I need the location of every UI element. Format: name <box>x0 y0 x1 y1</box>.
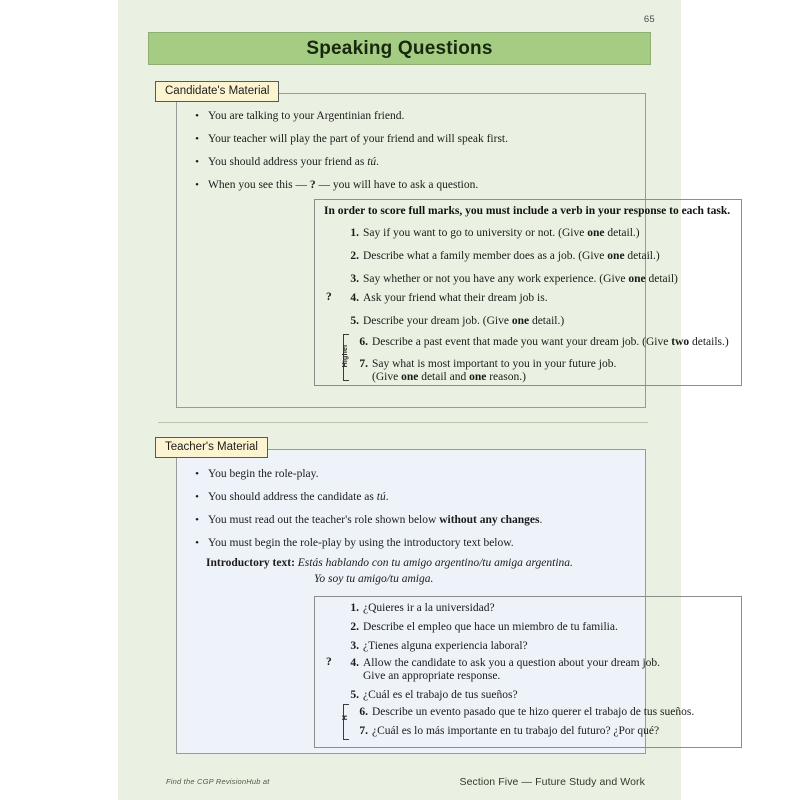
candidate-material-tab <box>155 81 279 102</box>
teacher-higher-bracket <box>343 704 349 740</box>
candidate-task-5-number: 5. <box>350 315 359 327</box>
candidate-task-1-text: Say if you want to go to university or not. (Give one detail.) <box>363 227 640 239</box>
candidate-task-6-text: Describe a past event that made you want your dream job. (Give two details.) <box>372 336 729 348</box>
teacher-material-tab-label: Teacher's Material <box>165 441 258 453</box>
bullet-icon: • <box>195 133 199 145</box>
introductory-text-block <box>206 556 636 587</box>
teacher-task-6-number: 6. <box>359 706 368 718</box>
teacher-task-6-text: Describe un evento pasado que te hizo querer el trabajo de tus sueños. <box>372 706 695 718</box>
page-title: Speaking Questions <box>306 37 493 59</box>
teacher-task-1-number: 1. <box>350 602 359 614</box>
teacher-task-2-text: Describe el empleo que hace un miembro de tu familia. <box>363 621 618 633</box>
candidate-task-3 <box>343 272 733 287</box>
teacher-task-6 <box>352 705 737 720</box>
candidate-task-4 <box>343 291 733 306</box>
teacher-bullet-3 <box>186 513 616 528</box>
teacher-task-2 <box>343 620 733 635</box>
teacher-task-7-text: ¿Cuál es lo más importante en tu trabajo del futuro? ¿Por qué? <box>372 725 660 737</box>
teacher-bullet-2 <box>186 490 616 505</box>
candidate-task-3-text: Say whether or not you have any work experience. (Give one detail) <box>363 273 678 285</box>
candidate-material-tab-label: Candidate's Material <box>165 85 270 97</box>
teacher-task-2-number: 2. <box>350 621 359 633</box>
introductory-text-line2: Yo soy tu amigo/tu amiga. <box>314 572 434 585</box>
candidate-task-2-number: 2. <box>350 250 359 262</box>
document-page <box>118 0 731 800</box>
bullet-icon: • <box>195 491 199 503</box>
footer-left-text: Find the CGP RevisionHub at <box>166 777 270 786</box>
question-marker-inline: ? <box>309 179 316 191</box>
teacher-task-7 <box>352 724 737 739</box>
teacher-task-3 <box>343 639 733 654</box>
teacher-material-tab <box>155 437 268 458</box>
teacher-bullet-4-text: You must begin the role-play by using the introductory text below. <box>208 537 514 549</box>
teacher-task-3-number: 3. <box>350 640 359 652</box>
candidate-task-4-question-marker: ? <box>326 291 332 303</box>
candidate-bullet-2-text: Your teacher will play the part of your friend and will speak first. <box>208 133 508 145</box>
bullet-icon: • <box>195 514 199 526</box>
candidate-bullet-1-text: You are talking to your Argentinian friend. <box>208 110 405 122</box>
teacher-higher-label: H <box>342 715 349 721</box>
footer-section-label: Section Five — Future Study and Work <box>459 776 645 788</box>
candidate-task-4-number: 4. <box>350 292 359 304</box>
candidate-task-6 <box>352 335 737 350</box>
teacher-bullet-4 <box>186 536 616 551</box>
bullet-icon: • <box>195 537 199 549</box>
candidate-task-6-number: 6. <box>359 336 368 348</box>
candidate-bullet-3-text: You should address your friend as tú. <box>208 156 380 168</box>
candidate-bullet-2 <box>186 132 616 147</box>
teacher-task-5 <box>343 688 733 703</box>
teacher-task-3-text: ¿Tienes alguna experiencia laboral? <box>363 640 528 652</box>
candidate-task-2 <box>343 249 733 264</box>
teacher-task-4-text: Allow the candidate to ask you a question about your dream job. <box>363 657 661 669</box>
teacher-task-7-number: 7. <box>359 725 368 737</box>
candidate-task-4-text: Ask your friend what their dream job is. <box>363 292 548 304</box>
introductory-text-line1: Estás hablando con tu amigo argentino/tu amiga argentina. <box>297 557 573 569</box>
candidate-bullet-3 <box>186 155 616 170</box>
bullet-icon: • <box>195 468 199 480</box>
teacher-bullet-2-text: You should address the candidate as tú. <box>208 491 389 503</box>
candidate-tasks-heading: In order to score full marks, you must include a verb in your response to each task. <box>324 205 731 217</box>
introductory-text-label: Introductory text: <box>206 557 295 569</box>
page-number: 65 <box>643 14 655 25</box>
teacher-bullet-1 <box>186 467 616 482</box>
teacher-bullet-1-text: You begin the role-play. <box>208 468 319 480</box>
candidate-task-7-number: 7. <box>359 358 368 370</box>
candidate-task-7-subline: (Give one detail and one reason.) <box>372 371 526 383</box>
teacher-task-4-number: 4. <box>350 657 359 669</box>
bullet-icon: • <box>195 156 199 168</box>
candidate-task-3-number: 3. <box>350 273 359 285</box>
candidate-task-5-text: Describe your dream job. (Give one detail.) <box>363 315 565 327</box>
teacher-bullet-2-italic: tú <box>376 491 386 503</box>
page-title-banner <box>148 32 651 65</box>
candidate-task-1-number: 1. <box>350 227 359 239</box>
candidate-task-5 <box>343 314 733 329</box>
teacher-task-4-subline: Give an appropriate response. <box>363 670 501 682</box>
bullet-icon: • <box>195 110 199 122</box>
candidate-task-2-text: Describe what a family member does as a job. (Give one detail.) <box>363 250 660 262</box>
teacher-task-1-text: ¿Quieres ir a la universidad? <box>363 602 495 614</box>
candidate-bullet-4 <box>186 178 616 193</box>
candidate-bullet-1 <box>186 109 616 124</box>
candidate-task-1 <box>343 226 733 241</box>
teacher-task-5-text: ¿Cuál es el trabajo de tus sueños? <box>363 689 518 701</box>
candidate-higher-label: Higher <box>342 344 349 368</box>
teacher-task-1 <box>343 601 733 616</box>
teacher-bullet-3-text: You must read out the teacher's role shown below without any changes. <box>208 514 543 526</box>
section-divider <box>158 422 648 423</box>
teacher-task-5-number: 5. <box>350 689 359 701</box>
teacher-task-4-question-marker: ? <box>326 656 332 668</box>
candidate-task-7-text: Say what is most important to you in your future job. <box>372 358 617 370</box>
bullet-icon: • <box>195 179 199 191</box>
candidate-bullet-3-italic: tú <box>367 156 377 168</box>
candidate-bullet-4-text: When you see this — ? — you will have to ask a question. <box>208 179 479 191</box>
